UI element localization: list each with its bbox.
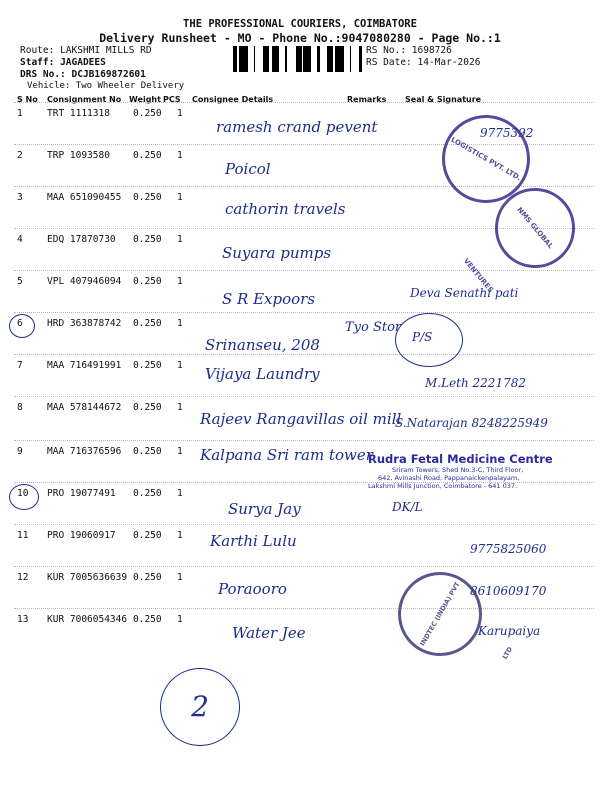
cell-sno: 4 <box>17 234 23 245</box>
barcode-bar <box>317 46 320 72</box>
row-divider <box>14 396 594 397</box>
cell-signature: DK/L <box>392 500 423 514</box>
barcode-bar <box>254 46 255 72</box>
barcode-bar <box>338 46 339 72</box>
barcode-bar <box>278 46 279 72</box>
barcode-bar <box>296 46 297 72</box>
cell-pcs: 1 <box>177 150 183 161</box>
barcode-bar <box>299 46 302 72</box>
cell-weight: 0.250 <box>133 192 162 203</box>
cell-consignment: KUR 7006054346 <box>47 614 128 625</box>
col-seal-signature: Seal & Signature <box>405 95 482 104</box>
rs-date-label: RS Date: <box>366 57 412 68</box>
barcode-bar <box>245 46 248 72</box>
barcode-bar <box>329 46 332 72</box>
cell-sno: 9 <box>17 446 23 457</box>
barcode-bar <box>267 46 269 72</box>
rs-no-value: 1698726 <box>411 45 452 56</box>
cell-consignee: ramesh crand pevent <box>216 118 378 136</box>
cell-weight: 0.250 <box>133 108 162 119</box>
barcode-bar <box>236 46 237 72</box>
barcode-bar <box>359 46 362 72</box>
barcode <box>233 46 363 72</box>
vehicle-line <box>27 81 184 92</box>
cell-consignee: Suyara pumps <box>222 244 332 262</box>
cell-signature: 9775825060 <box>470 542 547 556</box>
cell-consignment: TRT 1111318 <box>47 108 110 119</box>
barcode-bar <box>350 46 351 72</box>
company-name: THE PROFESSIONAL COURIERS, COIMBATORE <box>183 18 417 30</box>
cell-consignee: S R Expoors <box>222 290 316 308</box>
staff-label: Staff: <box>20 57 55 68</box>
cell-consignment: MAA 716491991 <box>47 360 122 371</box>
cell-signature: 8610609170 <box>470 584 547 598</box>
cell-pcs: 1 <box>177 614 183 625</box>
runsheet-title: Delivery Runsheet - MO - Phone No.:9047080280 - Page No.:1 <box>99 31 501 45</box>
cell-weight: 0.250 <box>133 150 162 161</box>
indtec-stamp: INDTEC (INDIA) PVT LTD <box>383 557 498 672</box>
barcode-bar <box>309 46 311 72</box>
route-line <box>20 45 152 56</box>
cell-sno: 13 <box>17 614 29 625</box>
cell-consignee: Surya Jay <box>228 500 301 518</box>
rudra-address-1: Sriram Towers, Shed No.3-C, Third Floor, <box>392 466 524 474</box>
cell-weight: 0.250 <box>133 402 162 413</box>
cell-consignment: PRO 19077491 <box>47 488 116 499</box>
rudra-address-3: Lakshmi Mills Junction, Coimbatore - 641 037. <box>368 482 518 490</box>
row-divider <box>14 440 594 441</box>
route-label: Route: <box>20 45 55 56</box>
drs-label: DRS No.: <box>20 69 66 80</box>
barcode-bar <box>332 46 333 72</box>
cell-weight: 0.250 <box>133 234 162 245</box>
sno-circle-10 <box>9 484 39 510</box>
nms-stamp: NMS GLOBAL VENTURES <box>479 172 592 285</box>
cell-consignee: Rajeev Rangavillas oil mill <box>200 410 402 428</box>
sno-circle-6 <box>9 314 35 338</box>
cell-consignee: cathorin travels <box>225 200 346 218</box>
cell-sno: 10 <box>17 488 29 499</box>
cell-consignee: Srinanseu, 208 <box>205 336 320 354</box>
rs-no-line <box>366 45 452 56</box>
barcode-bar <box>308 46 309 72</box>
cell-pcs: 1 <box>177 402 183 413</box>
row-divider <box>14 524 594 525</box>
cell-weight: 0.250 <box>133 614 162 625</box>
cell-weight: 0.250 <box>133 276 162 287</box>
remarks-row6: Tyo Stor <box>345 320 402 335</box>
cell-consignment: MAA 651090455 <box>47 192 122 203</box>
cell-consignment: PRO 19060917 <box>47 530 116 541</box>
cell-sno: 12 <box>17 572 29 583</box>
cell-sno: 1 <box>17 108 23 119</box>
cell-consignee: Water Jee <box>232 624 306 642</box>
cell-pcs: 1 <box>177 318 183 329</box>
cell-consignment: TRP 1093580 <box>47 150 110 161</box>
drs-line <box>20 69 146 80</box>
cell-sno: 2 <box>17 150 23 161</box>
row-divider <box>14 608 594 609</box>
rudra-stamp <box>368 452 568 490</box>
barcode-bar <box>285 46 287 72</box>
cell-signature: 9775392 <box>480 126 534 140</box>
logistics-stamp: LOGISTICS PVT. LTD. <box>426 99 546 219</box>
cell-pcs: 1 <box>177 234 183 245</box>
cell-consignment: VPL 407946094 <box>47 276 122 287</box>
cell-weight: 0.250 <box>133 488 162 499</box>
cell-signature: Karupaiya <box>478 624 541 638</box>
cell-consignment: MAA 578144672 <box>47 402 122 413</box>
cell-pcs: 1 <box>177 530 183 541</box>
cell-pcs: 1 <box>177 488 183 499</box>
cell-pcs: 1 <box>177 108 183 119</box>
cell-consignment: MAA 716376596 <box>47 446 122 457</box>
cell-consignment: KUR 7005636639 <box>47 572 128 583</box>
barcode-bar <box>273 46 275 72</box>
rudra-address-2: 642, Avinashi Road, Pappanaickenpalayam, <box>378 474 520 482</box>
col-remarks: Remarks <box>347 95 387 104</box>
cell-sno: 6 <box>17 318 23 329</box>
cell-weight: 0.250 <box>133 446 162 457</box>
rs-date-line <box>366 57 480 68</box>
barcode-bar <box>266 46 267 72</box>
cell-pcs: 1 <box>177 572 183 583</box>
rs-date-value: 14-Mar-2026 <box>417 57 481 68</box>
rs-no-label: RS No.: <box>366 45 407 56</box>
cell-consignee: Poraooro <box>218 580 287 598</box>
barcode-bar <box>239 46 242 72</box>
cell-signature: M.Leth 2221782 <box>425 376 526 390</box>
barcode-bar <box>233 46 236 72</box>
cell-sno: 3 <box>17 192 23 203</box>
barcode-bar <box>339 46 341 72</box>
barcode-bar <box>297 46 299 72</box>
col-pcs: PCS <box>163 95 181 104</box>
barcode-bar <box>303 46 305 72</box>
cell-consignee: Kalpana Sri ram tower <box>200 446 373 464</box>
cell-weight: 0.250 <box>133 530 162 541</box>
cell-sno: 8 <box>17 402 23 413</box>
cell-pcs: 1 <box>177 446 183 457</box>
row-divider <box>14 354 594 355</box>
cell-weight: 0.250 <box>133 360 162 371</box>
cell-pcs: 1 <box>177 360 183 371</box>
cell-pcs: 1 <box>177 276 183 287</box>
route-value: LAKSHMI MILLS RD <box>60 45 152 56</box>
cell-weight: 0.250 <box>133 318 162 329</box>
cell-weight: 0.250 <box>133 572 162 583</box>
cell-consignee: Karthi Lulu <box>210 532 297 550</box>
row-divider <box>14 566 594 567</box>
barcode-bar <box>242 46 243 72</box>
barcode-bar <box>327 46 329 72</box>
cell-sno: 11 <box>17 530 29 541</box>
staff-line <box>20 57 106 68</box>
col-sno: S No <box>17 95 38 104</box>
barcode-bar <box>263 46 266 72</box>
barcode-bar <box>305 46 308 72</box>
row-divider <box>14 102 594 103</box>
page-circle: 2 <box>160 668 240 746</box>
staff-value: JAGADEES <box>60 57 106 68</box>
barcode-bar <box>275 46 278 72</box>
vehicle-value: Two Wheeler Delivery <box>75 81 185 91</box>
cell-consignment: EDQ 17870730 <box>47 234 116 245</box>
vehicle-label: Vehicle: <box>27 81 71 91</box>
row-divider <box>14 312 594 313</box>
cell-consignee: Poicol <box>225 160 271 178</box>
cell-pcs: 1 <box>177 192 183 203</box>
cell-signature: S.Natarajan 8248225949 <box>395 416 548 430</box>
cell-sno: 7 <box>17 360 23 371</box>
cell-consignment: HRD 363878742 <box>47 318 122 329</box>
col-consignment: Consignment No <box>47 95 122 104</box>
ps-circle <box>395 313 463 367</box>
rudra-name: Rudra Fetal Medicine Centre <box>368 452 553 466</box>
cell-signature: P/S <box>412 330 433 344</box>
barcode-bar <box>341 46 344 72</box>
barcode-bar <box>335 46 338 72</box>
col-weight: Weight <box>129 95 161 104</box>
drs-value: DCJB169872601 <box>71 69 146 80</box>
col-consignee: Consignee Details <box>192 95 274 104</box>
cell-consignee: Vijaya Laundry <box>205 365 320 383</box>
barcode-bar <box>272 46 273 72</box>
cell-sno: 5 <box>17 276 23 287</box>
cell-signature: Deva Senathi pati <box>410 286 519 300</box>
barcode-bar <box>243 46 245 72</box>
